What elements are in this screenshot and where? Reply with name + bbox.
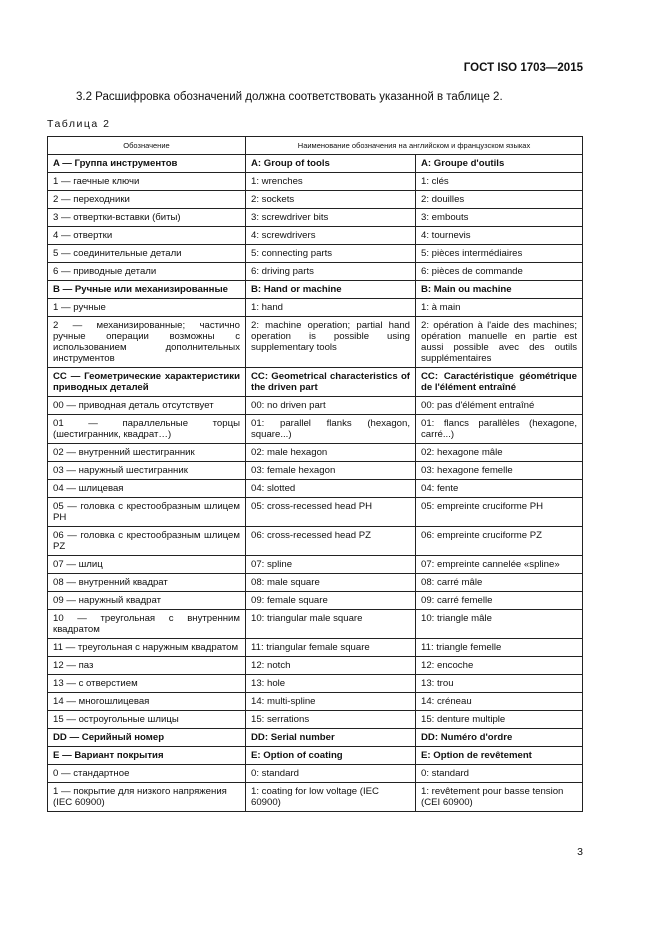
table-row [48,498,583,527]
cell-ru: 5 — соединительные детали [48,245,246,263]
document-id: ГОСТ ISO 1703—2015 [463,62,583,74]
cell-en: E: Option of coating [246,747,416,765]
cell-en: 5: connecting parts [246,245,416,263]
table-row [48,693,583,711]
cell-ru: 08 — внутренний квадрат [48,574,246,592]
cell-fr: DD: Numéro d'ordre [416,729,583,747]
cell-en: 13: hole [246,675,416,693]
cell-en: 08: male square [246,574,416,592]
table-row [48,480,583,498]
table-row [48,173,583,191]
cell-fr: 08: carré mâle [416,574,583,592]
cell-en: 14: multi-spline [246,693,416,711]
cell-en: 05: cross-recessed head PH [246,498,416,527]
table-row [48,765,583,783]
table-row [48,227,583,245]
table-row [48,191,583,209]
cell-ru: 06 — головка с крестообразным шлицем PZ [48,527,246,556]
table-caption: Таблица 2 [47,118,111,130]
cell-ru: A — Группа инструментов [48,155,246,173]
cell-fr: 00: pas d'élément entraîné [416,397,583,415]
cell-fr: CC: Caractéristique géométrique de l'élément entraîné [416,368,583,397]
cell-fr: 10: triangle mâle [416,610,583,639]
cell-fr: 1: clés [416,173,583,191]
cell-fr: 09: carré femelle [416,592,583,610]
cell-ru: 05 — головка с крестообразным шлицем PH [48,498,246,527]
cell-fr: 0: standard [416,765,583,783]
cell-en: 2: sockets [246,191,416,209]
cell-en: 02: male hexagon [246,444,416,462]
cell-en: 01: parallel flanks (hexagon, square...) [246,415,416,444]
cell-fr: E: Option de revêtement [416,747,583,765]
cell-en: B: Hand or machine [246,281,416,299]
cell-ru: 11 — треугольная с наружным квадратом [48,639,246,657]
designation-table [47,136,583,812]
page-number: 3 [577,846,583,858]
cell-en: 15: serrations [246,711,416,729]
table-row [48,783,583,812]
cell-fr: 11: triangle femelle [416,639,583,657]
cell-en: 09: female square [246,592,416,610]
cell-ru: 09 — наружный квадрат [48,592,246,610]
cell-ru: 3 — отвертки-вставки (биты) [48,209,246,227]
table-row [48,639,583,657]
cell-en: 1: coating for low voltage (IEC 60900) [246,783,416,812]
table-row [48,155,583,173]
cell-ru: DD — Серийный номер [48,729,246,747]
table-row [48,711,583,729]
cell-en: 1: wrenches [246,173,416,191]
cell-ru: 14 — многошлицевая [48,693,246,711]
cell-fr: 05: empreinte cruciforme PH [416,498,583,527]
table-row [48,444,583,462]
cell-fr: B: Main ou machine [416,281,583,299]
cell-fr: 6: pièces de commande [416,263,583,281]
cell-ru: B — Ручные или механизированные [48,281,246,299]
cell-ru: 12 — паз [48,657,246,675]
cell-ru: 4 — отвертки [48,227,246,245]
cell-ru: E — Вариант покрытия [48,747,246,765]
table-row [48,245,583,263]
table-row [48,281,583,299]
cell-ru: 13 — с отверстием [48,675,246,693]
cell-en: 1: hand [246,299,416,317]
cell-ru: 1 — покрытие для низкого напряжения (IEC 60900) [48,783,246,812]
cell-ru: 0 — стандартное [48,765,246,783]
cell-fr: 02: hexagone mâle [416,444,583,462]
cell-en: CC: Geometrical characteristics of the driven part [246,368,416,397]
table-row [48,415,583,444]
cell-ru: 1 — гаечные ключи [48,173,246,191]
table-row [48,397,583,415]
table-row [48,610,583,639]
table-row [48,263,583,281]
table-row [48,462,583,480]
table-row [48,592,583,610]
cell-fr: 2: opération à l'aide des machines; opération manuelle en partie est aussi possible avec des outils supplémentaires [416,317,583,368]
cell-ru: 10 — треугольная с внутренним квадратом [48,610,246,639]
cell-fr: 15: denture multiple [416,711,583,729]
cell-en: 11: triangular female square [246,639,416,657]
cell-fr: 06: empreinte cruciforme PZ [416,527,583,556]
cell-ru: 04 — шлицевая [48,480,246,498]
cell-ru: 00 — приводная деталь отсутствует [48,397,246,415]
cell-fr: 2: douilles [416,191,583,209]
cell-ru: 2 — механизированные; частично ручные операции возможны с использованием дополнительных инструментов [48,317,246,368]
cell-fr: 3: embouts [416,209,583,227]
cell-en: 6: driving parts [246,263,416,281]
cell-en: 04: slotted [246,480,416,498]
cell-ru: 02 — внутренний шестигранник [48,444,246,462]
cell-ru: 07 — шлиц [48,556,246,574]
cell-ru: 01 — параллельные торцы (шестигранник, квадрат…) [48,415,246,444]
cell-fr: 04: fente [416,480,583,498]
cell-fr: 4: tournevis [416,227,583,245]
cell-fr: 01: flancs parallèles (hexagone, carré...) [416,415,583,444]
cell-fr: 14: créneau [416,693,583,711]
cell-ru: 15 — остроугольные шлицы [48,711,246,729]
cell-en: 0: standard [246,765,416,783]
cell-en: 06: cross-recessed head PZ [246,527,416,556]
cell-en: 3: screwdriver bits [246,209,416,227]
cell-fr: 13: trou [416,675,583,693]
column-header-names: Наименование обозначения на английском и французском языках [246,137,583,155]
table-row [48,368,583,397]
cell-fr: 03: hexagone femelle [416,462,583,480]
cell-en: 2: machine operation; partial hand operation is possible using supplementary tools [246,317,416,368]
column-header-designation: Обозначение [48,137,246,155]
intro-paragraph: 3.2 Расшифровка обозначений должна соответствовать указанной в таблице 2. [76,91,503,103]
table-row [48,657,583,675]
cell-en: 07: spline [246,556,416,574]
table-row [48,527,583,556]
cell-ru: 1 — ручные [48,299,246,317]
table-header-row [48,137,583,155]
cell-en: DD: Serial number [246,729,416,747]
cell-en: A: Group of tools [246,155,416,173]
cell-ru: CC — Геометрические характеристики приводных деталей [48,368,246,397]
cell-fr: 07: empreinte cannelée «spline» [416,556,583,574]
table-row [48,556,583,574]
cell-ru: 6 — приводные детали [48,263,246,281]
cell-en: 10: triangular male square [246,610,416,639]
cell-en: 12: notch [246,657,416,675]
cell-ru: 2 — переходники [48,191,246,209]
cell-en: 00: no driven part [246,397,416,415]
table-row [48,317,583,368]
table-row [48,574,583,592]
cell-fr: 1: revêtement pour basse tension (CEI 60900) [416,783,583,812]
cell-fr: 12: encoche [416,657,583,675]
table-row [48,299,583,317]
table-row [48,729,583,747]
cell-ru: 03 — наружный шестигранник [48,462,246,480]
cell-fr: A: Groupe d'outils [416,155,583,173]
table-row [48,675,583,693]
cell-en: 4: screwdrivers [246,227,416,245]
cell-fr: 5: pièces intermédiaires [416,245,583,263]
cell-en: 03: female hexagon [246,462,416,480]
table-row [48,209,583,227]
cell-fr: 1: à main [416,299,583,317]
table-row [48,747,583,765]
